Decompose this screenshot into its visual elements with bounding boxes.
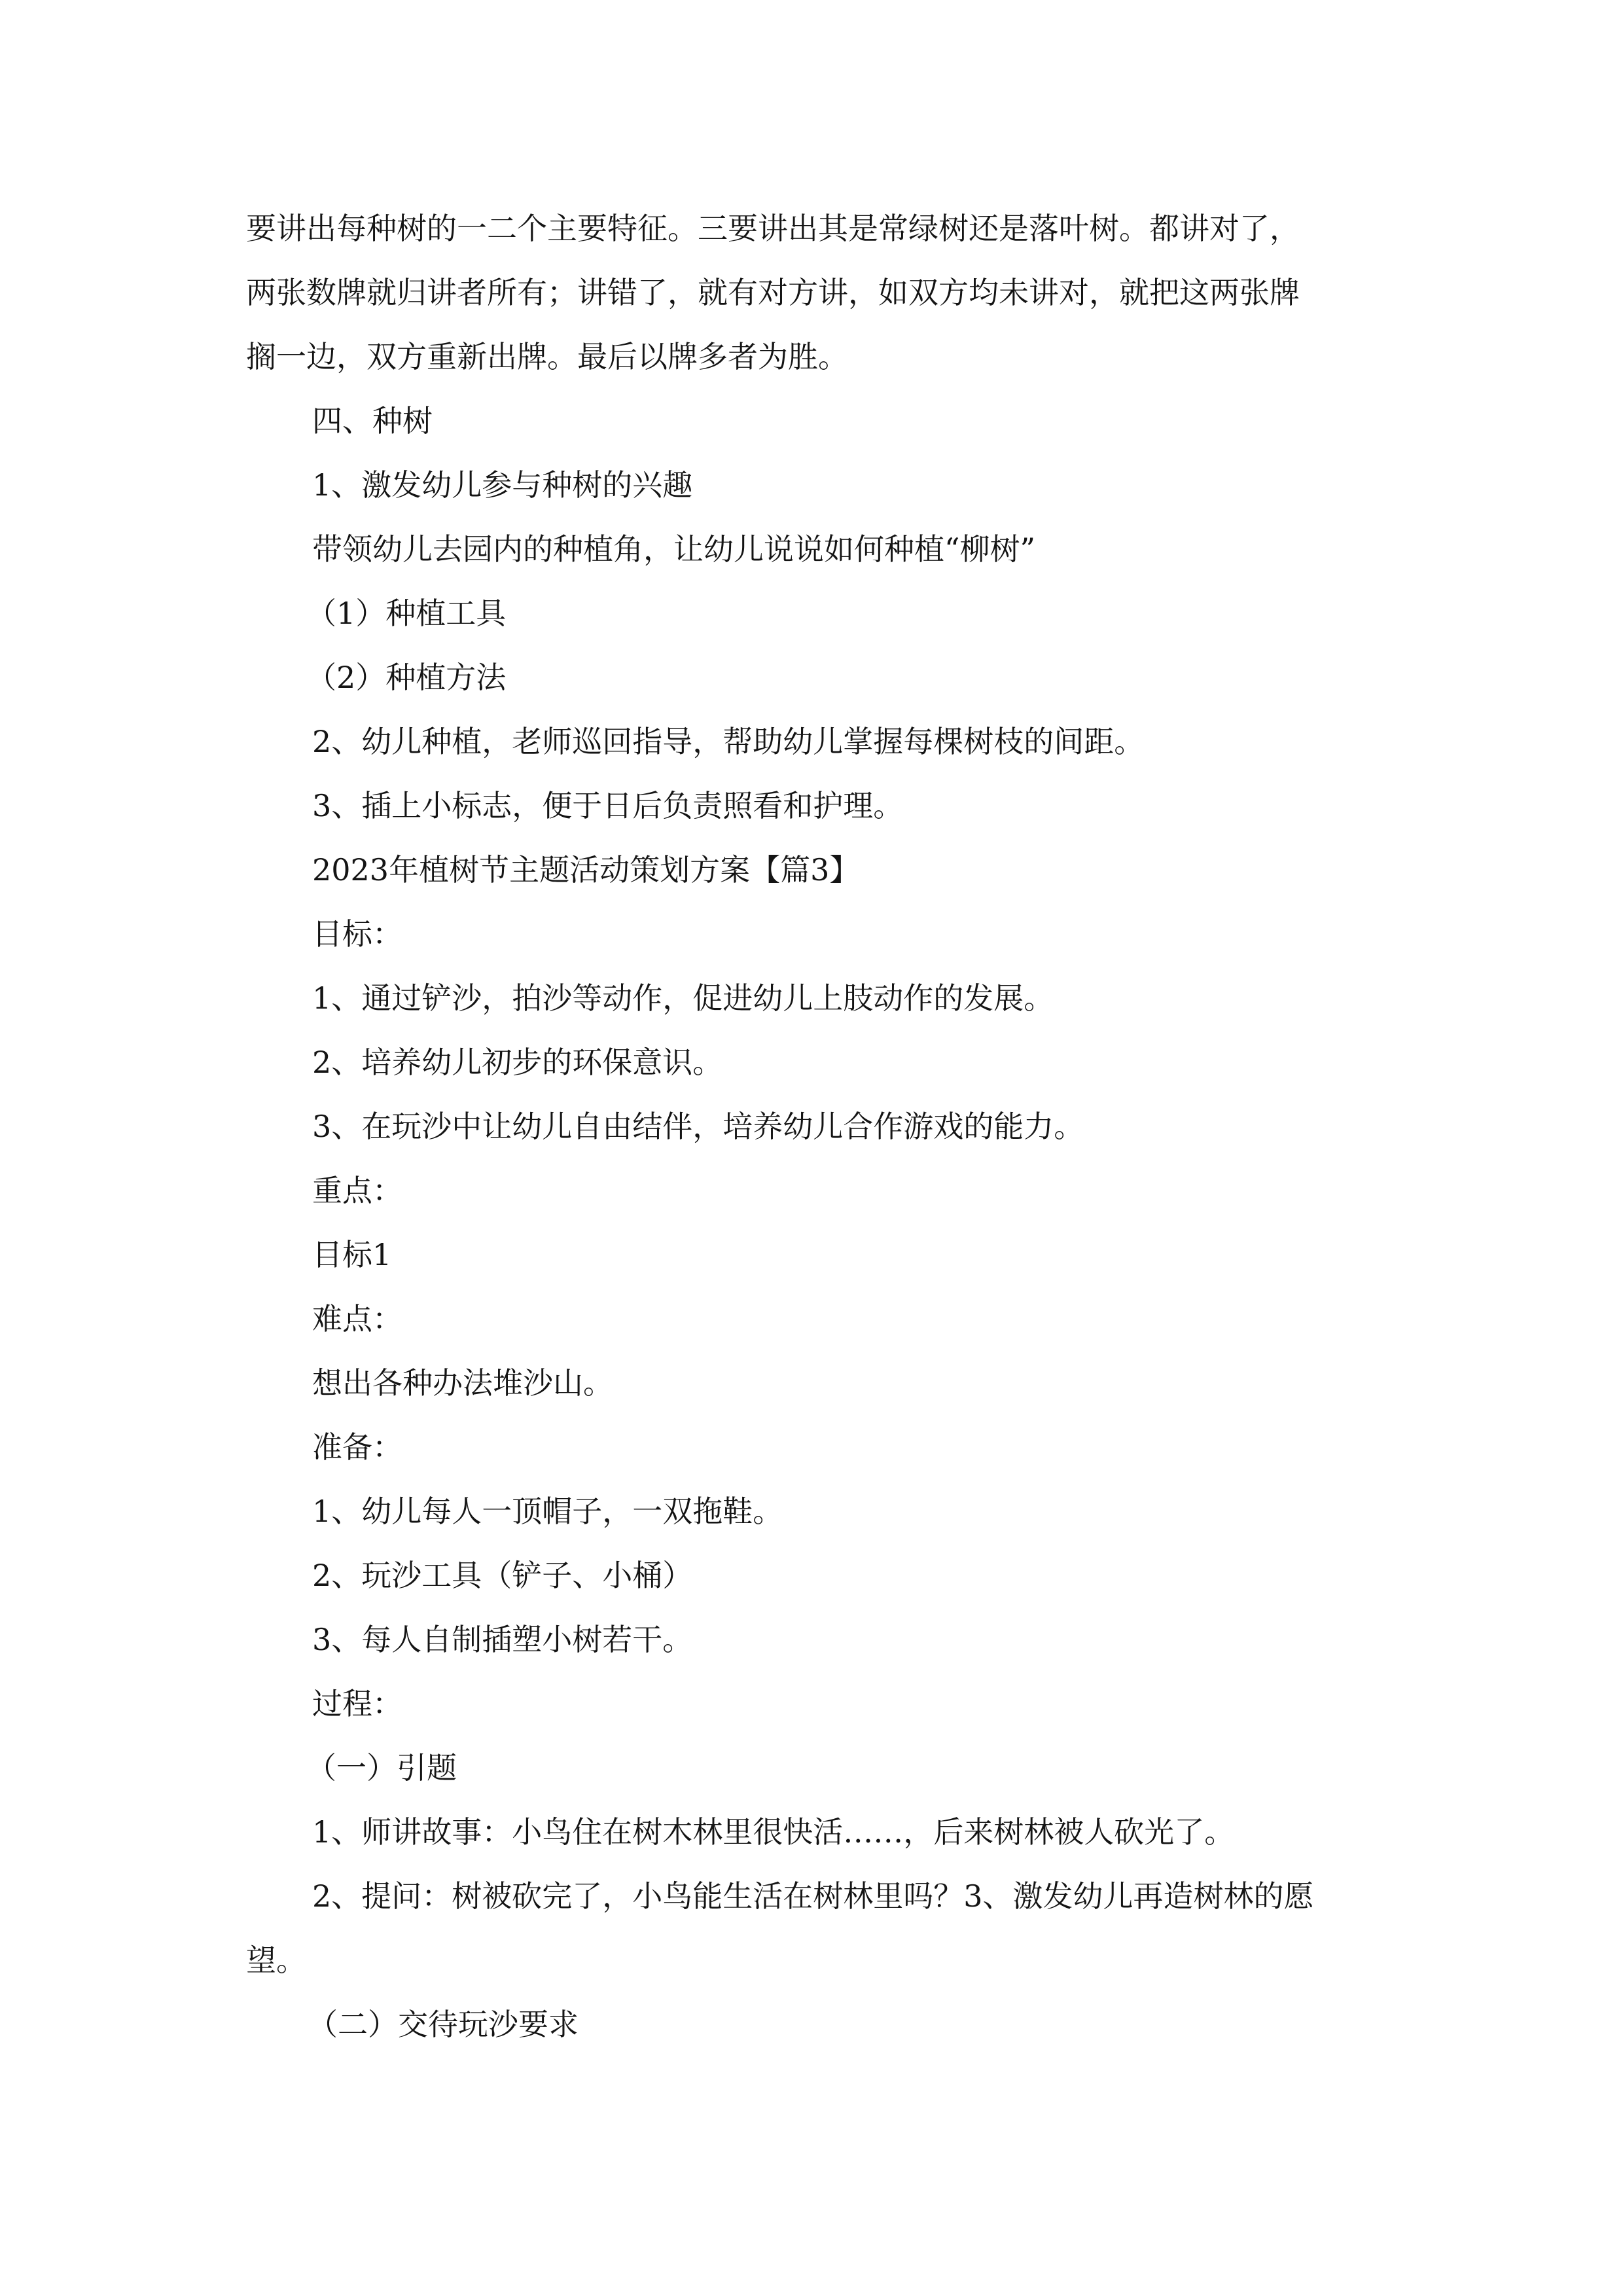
body-text-line: 2、幼儿种植，老师巡回指导，帮助幼儿掌握每棵树枝的间距。	[312, 724, 1145, 759]
body-text-line: 难点：	[312, 1301, 402, 1336]
body-text-line: 带领幼儿去园内的种植角，让幼儿说说如何种植“柳树”	[312, 531, 1036, 567]
body-text-line: 过程：	[312, 1686, 402, 1721]
body-text-line: （一）引题	[306, 1750, 457, 1785]
body-text-line: 想出各种办法堆沙山。	[312, 1365, 613, 1401]
body-text-line: 准备：	[312, 1429, 402, 1465]
body-text-line: 目标1	[312, 1237, 392, 1272]
body-text-line: 2、提问：树被砍完了，小鸟能生活在树林里吗？3、激发幼儿再造树林的愿	[312, 1878, 1314, 1914]
body-text-line: 1、师讲故事：小鸟住在树木林里很快活……，后来树林被人砍光了。	[312, 1814, 1235, 1850]
body-text-line: （二）交待玩沙要求	[308, 2007, 579, 2042]
body-text-line: 1、通过铲沙，拍沙等动作，促进幼儿上肢动作的发展。	[312, 980, 1054, 1016]
body-text-line: 2、玩沙工具（铲子、小桶）	[312, 1558, 693, 1593]
body-text-line: （1）种植工具	[306, 596, 507, 631]
body-text-line: （2）种植方法	[306, 660, 507, 695]
section-heading: 四、种树	[312, 403, 433, 439]
body-text-line: 2、培养幼儿初步的环保意识。	[312, 1045, 723, 1080]
body-text-line: 3、每人自制插塑小树若干。	[312, 1622, 693, 1657]
body-text-line: 两张数牌就归讲者所有；讲错了，就有对方讲，如双方均未讲对，就把这两张牌	[246, 275, 1300, 310]
body-text-line: 要讲出每种树的一二个主要特征。三要讲出其是常绿树还是落叶树。都讲对了，	[246, 211, 1300, 246]
body-text-line: 搁一边，双方重新出牌。最后以牌多者为胜。	[246, 339, 848, 374]
body-text-line: 1、激发幼儿参与种树的兴趣	[312, 467, 693, 503]
body-text-line: 望。	[246, 1943, 306, 1978]
body-text-line: 3、在玩沙中让幼儿自由结伴，培养幼儿合作游戏的能力。	[312, 1109, 1084, 1144]
body-text-line: 重点：	[312, 1173, 402, 1208]
body-text-line: 目标：	[312, 916, 402, 952]
body-text-line: 1、幼儿每人一顶帽子，一双拖鞋。	[312, 1494, 783, 1529]
body-text-line: 3、插上小标志，便于日后负责照看和护理。	[312, 788, 904, 823]
section-title: 2023年植树节主题活动策划方案【篇3】	[312, 852, 860, 888]
